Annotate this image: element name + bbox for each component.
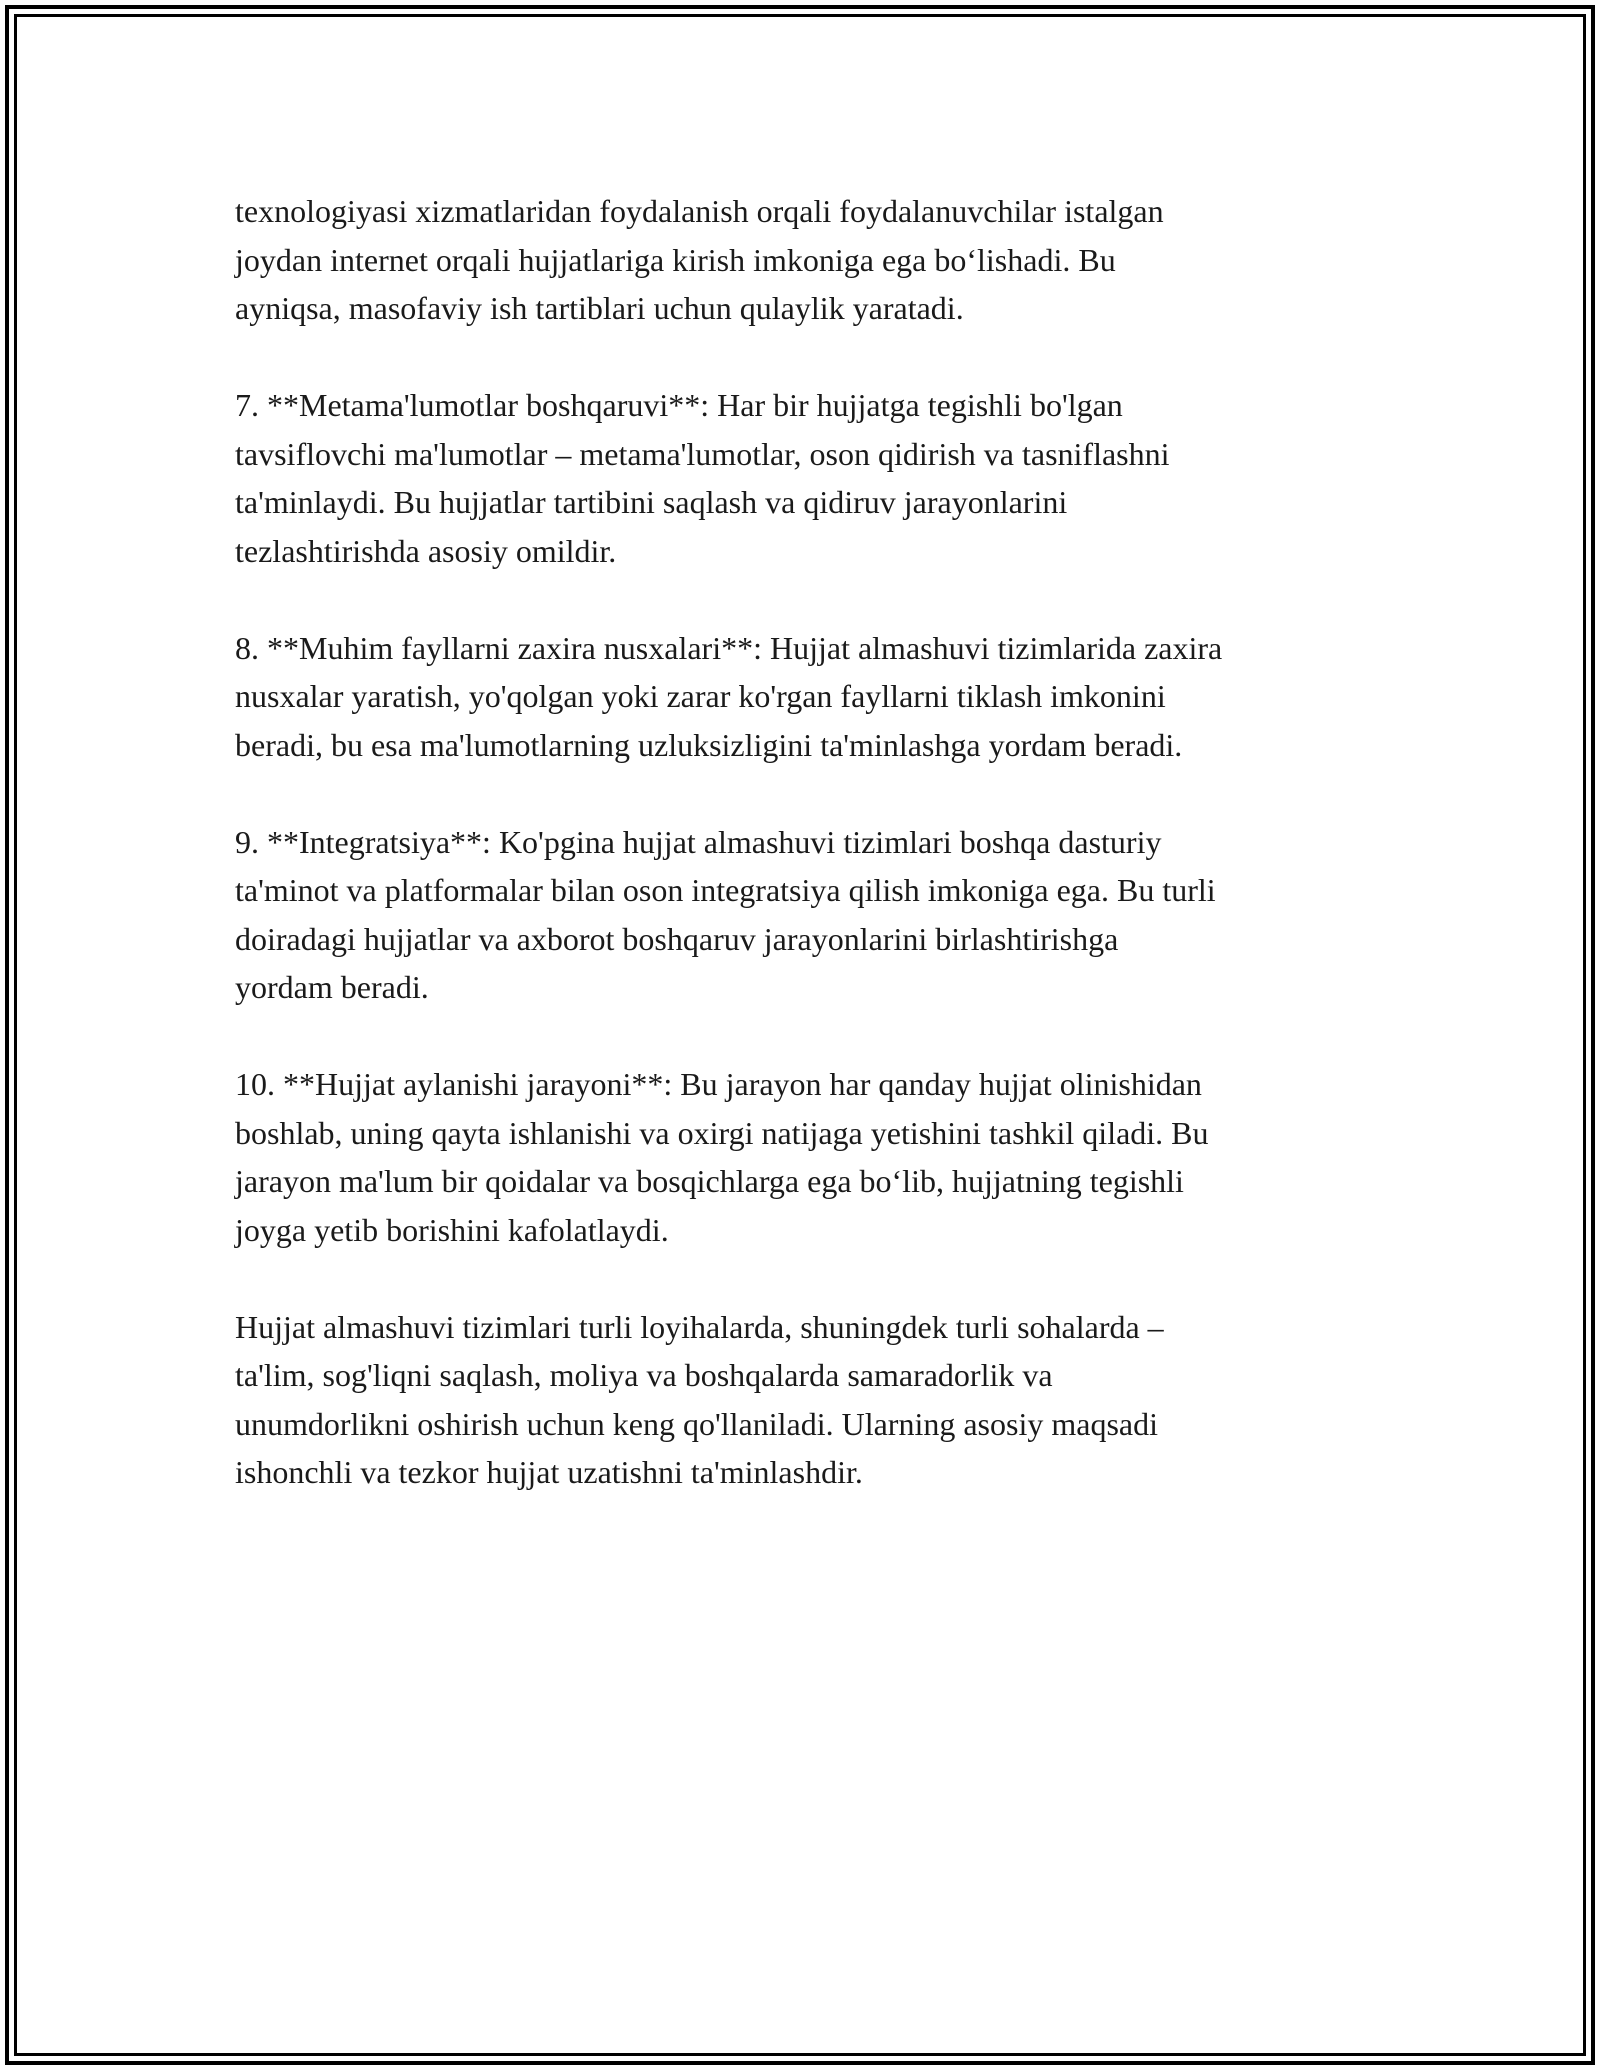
text-line: 10. **Hujjat aylanishi jarayoni**: Bu jarayon har qanday hujjat olinishidan [235,1066,1202,1102]
text-line: unumdorlikni oshirish uchun keng qo'llaniladi. Ularning asosiy maqsadi [235,1405,1158,1442]
text-line: joydan internet orqali hujjatlariga kirish imkoniga ega bo‘lishadi. Bu [235,241,1116,278]
text-line: Hujjat almashuvi tizimlari turli loyihalarda, shuningdek turli sohalarda – [235,1308,1164,1345]
text-line: yordam beradi. [235,969,429,1005]
text-line: joyga yetib borishini kafolatlaydi. [235,1211,669,1248]
document-body [235,187,1415,1545]
text-line: 9. **Integratsiya**: Ko'pgina hujjat almashuvi tizimlari boshqa dasturiy [235,823,1162,860]
text-line: ta'minlaydi. Bu hujjatlar tartibini saqlash va qidiruv jarayonlarini [235,484,1068,520]
text-line: 7. **Metama'lumotlar boshqaruvi**: Har bir hujjatga tegishli bo'lgan [235,387,1123,423]
text-line: doiradagi hujjatlar va axborot boshqaruv jarayonlarini birlashtirishga [235,920,1119,957]
text-line: ishonchli va tezkor hujjat uzatishni ta'minlashdir. [235,1454,863,1490]
text-line: boshlab, uning qayta ishlanishi va oxirgi natijaga yetishini tashkil qiladi. Bu [235,1114,1209,1151]
paragraph-item-8-backups [235,624,1415,770]
paragraph-cloud-access [235,187,1415,333]
text-line: ta'lim, sog'liqni saqlash, moliya va boshqalarda samaradorlik va [235,1357,1053,1393]
text-line: beradi, bu esa ma'lumotlarning uzluksizligini ta'minlashga yordam beradi. [235,726,1183,763]
text-line: jarayon ma'lum bir qoidalar va bosqichlarga ega bo‘lib, hujjatning tegishli [235,1163,1184,1199]
text-line: ta'minot va platformalar bilan oson integratsiya qilish imkoniga ega. Bu turli [235,872,1216,908]
text-line: tavsiflovchi ma'lumotlar – metama'lumotlar, oson qidirish va tasniflashni [235,435,1170,472]
text-line: texnologiyasi xizmatlaridan foydalanish orqali foydalanuvchilar istalgan [235,193,1164,229]
text-line: nusxalar yaratish, yo'qolgan yoki zarar ko'rgan fayllarni tiklash imkonini [235,678,1166,714]
text-line: tezlashtirishda asosiy omildir. [235,532,617,569]
text-line: 8. **Muhim fayllarni zaxira nusxalari**: Hujjat almashuvi tizimlarida zaxira [235,629,1223,666]
paragraph-item-10-workflow [235,1060,1415,1254]
paragraph-item-9-integration [235,818,1415,1012]
text-line: ayniqsa, masofaviy ish tartiblari uchun qulaylik yaratadi. [235,290,964,326]
paragraph-item-7-metadata [235,381,1415,575]
paragraph-conclusion [235,1303,1415,1497]
